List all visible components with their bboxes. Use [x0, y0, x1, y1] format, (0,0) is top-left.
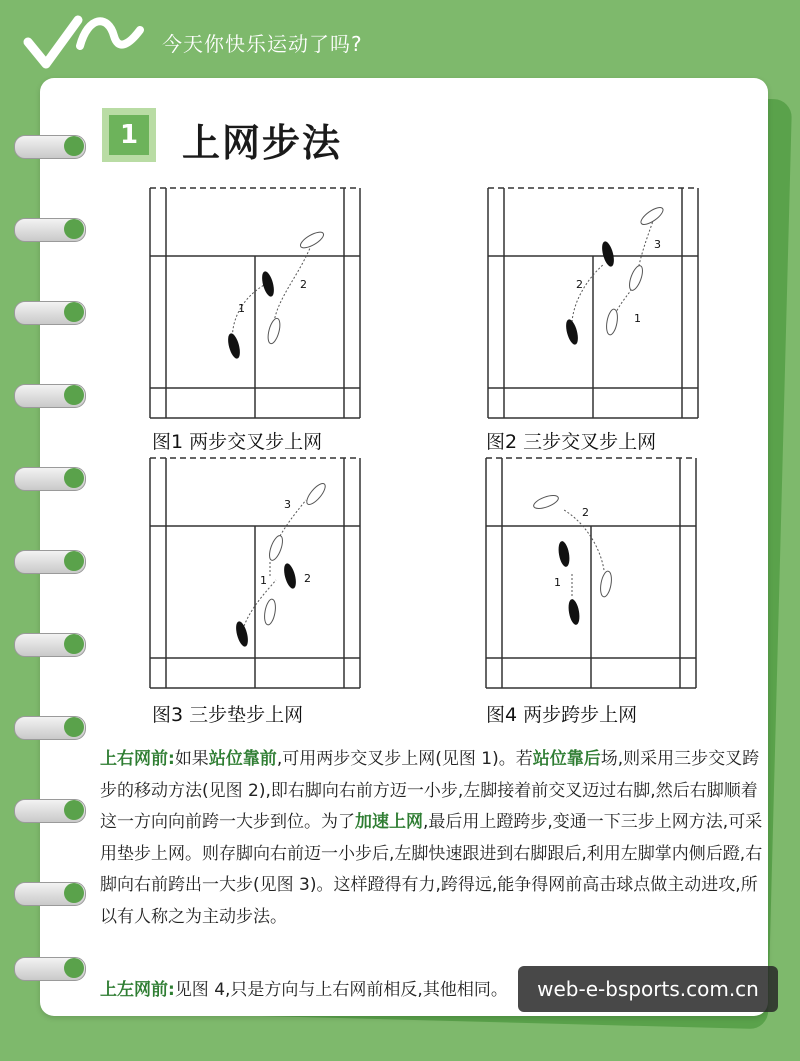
keyword-highlight: 站位靠前 — [208, 749, 277, 769]
section-number: 1 — [109, 115, 149, 155]
watermark-badge: web-e-bsports.com.cn — [518, 966, 778, 1012]
step-label: 1 — [260, 574, 267, 587]
step-label: 1 — [238, 302, 245, 315]
ring-hole — [64, 551, 84, 571]
ring-hole — [64, 302, 84, 322]
paragraph-lead: 上右网前: — [100, 749, 175, 769]
checkmark-logo-icon — [18, 6, 148, 72]
keyword-highlight: 加速上网 — [355, 812, 423, 832]
keyword-highlight: 站位靠后 — [532, 749, 601, 769]
figure-1-court-diagram — [148, 186, 362, 420]
figure-4-court-diagram — [484, 456, 698, 690]
ring-hole — [64, 136, 84, 156]
step-label: 2 — [300, 278, 307, 291]
ring-hole — [64, 958, 84, 978]
step-label: 1 — [634, 312, 641, 325]
text-run: 如果 — [174, 749, 209, 769]
step-label: 1 — [554, 576, 561, 589]
text-run: 场,则采用三步交叉跨步的移动方法(见图 2),即右脚向右前方迈一小步,左脚接着前交叉迈过右脚,然后右脚顺着这一方向向前跨一大步到位。为了 — [100, 749, 760, 832]
step-label: 3 — [654, 238, 661, 251]
step-label: 2 — [582, 506, 589, 519]
step-label: 3 — [284, 498, 291, 511]
figure-3-court-diagram — [148, 456, 362, 690]
body-paragraph-right-net — [100, 744, 764, 933]
figure-2-court-diagram — [486, 186, 700, 420]
section-title: 上网步法 — [182, 121, 343, 165]
section-number-badge — [102, 108, 156, 162]
text-run: ,最后用上蹬跨步,变通一下三步上网方法,可采用垫步上网。则存脚向右前迈一小步后,左脚快速跟进到右脚跟后,利用左脚掌内侧后蹬,右脚向右前跨出一大步(见图 3)。这样蹬得有力,跨得远,能争得网前高击球点做主动进攻,所以有人称之为主动步法。 — [100, 812, 763, 927]
ring-hole — [64, 219, 84, 239]
figure-4-caption: 图4 两步跨步上网 — [486, 704, 638, 726]
figure-3-caption: 图3 三步垫步上网 — [152, 704, 304, 726]
step-label: 2 — [576, 278, 583, 291]
ring-hole — [64, 800, 84, 820]
figure-2-caption: 图2 三步交叉步上网 — [486, 431, 657, 453]
text-run: 见图 4,只是方向与上右网前相反,其他相同。 — [174, 980, 508, 1000]
text-run: ,可用两步交叉步上网(见图 1)。若 — [276, 749, 533, 769]
ring-hole — [64, 883, 84, 903]
body-paragraph-left-net — [100, 975, 520, 1007]
ring-hole — [64, 717, 84, 737]
figure-1-caption: 图1 两步交叉步上网 — [152, 431, 323, 453]
paragraph-lead: 上左网前: — [100, 980, 175, 1000]
ring-hole — [64, 634, 84, 654]
step-label: 2 — [304, 572, 311, 585]
ring-hole — [64, 385, 84, 405]
header-slogan: 今天你快乐运动了吗? — [162, 32, 363, 56]
ring-hole — [64, 468, 84, 488]
